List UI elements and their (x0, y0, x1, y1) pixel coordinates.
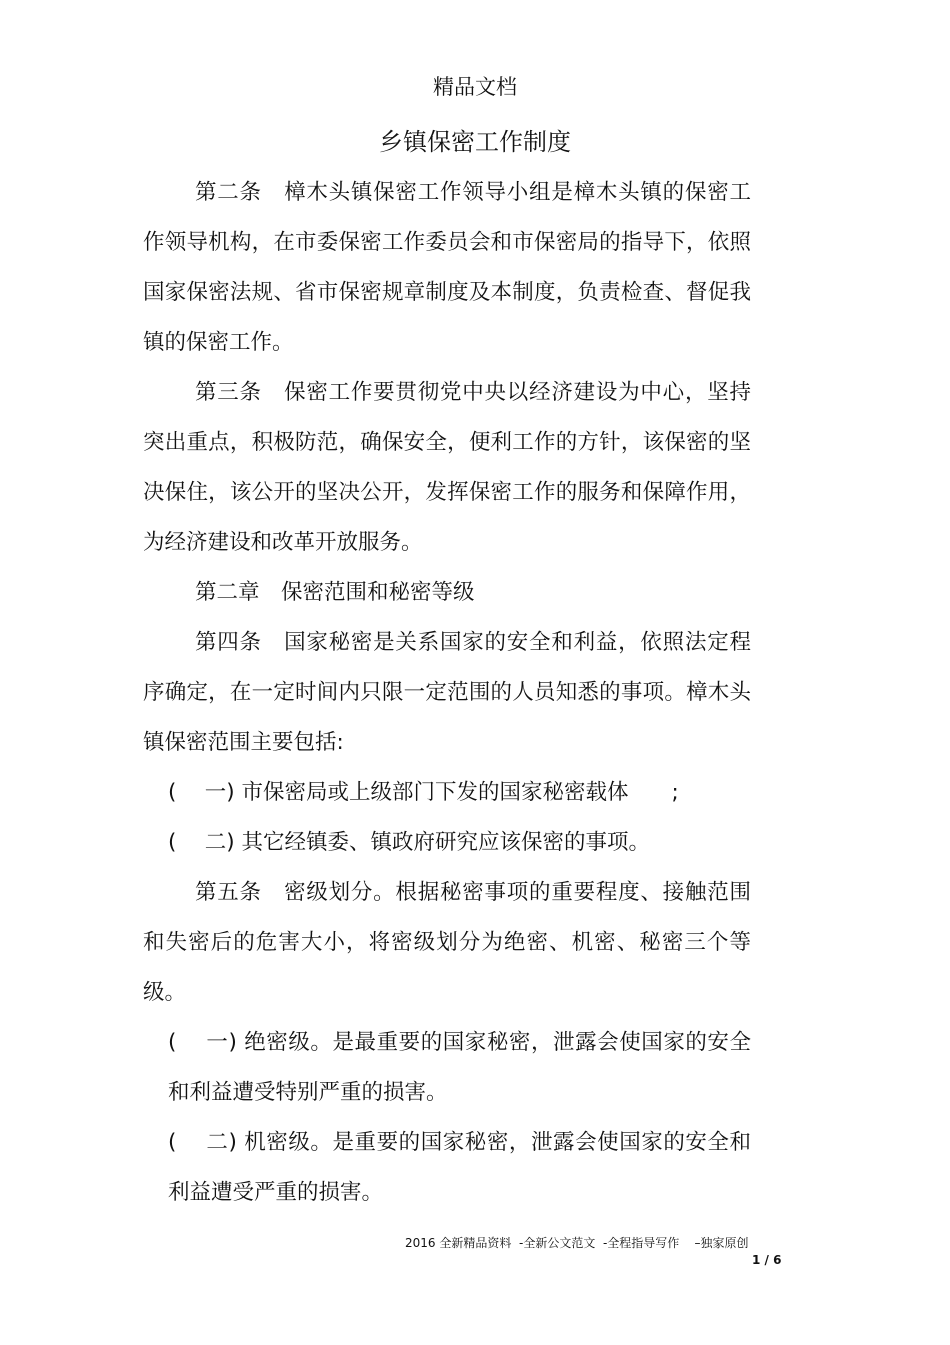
footer-text: 2016 全新精品资料 -全新公文范文 -全程指导写作 –独家原创 (405, 1236, 749, 1250)
article-3-paragraph: 第三条 保密工作要贯彻党中央以经济建设为中心，坚持突出重点，积极防范，确保安全，便利工作的方针，该保密的坚决保住，该公开的坚决公开，发挥保密工作的服务和保障作用，为经济建设和改革开放服务。 (143, 380, 751, 555)
document-header: 精品文档 (433, 75, 517, 99)
level-item-top-secret: ( 一) 绝密级。是最重要的国家秘密，泄露会使国家的安全和利益遭受特别严重的损害。 (168, 1030, 751, 1105)
article-2-paragraph: 第二条 樟木头镇保密工作领导小组是樟木头镇的保密工作领导机构，在市委保密工作委员会和市保密局的指导下，依照国家保密法规、省市保密规章制度及本制度，负责检查、督促我镇的保密工作。 (143, 180, 751, 355)
scope-item-2: ( 二) 其它经镇委、镇政府研究应该保密的事项。 (168, 830, 650, 855)
chapter-2-heading: 第二章 保密范围和秘密等级 (195, 580, 475, 605)
article-4-paragraph: 第四条 国家秘密是关系国家的安全和利益，依照法定程序确定，在一定时间内只限一定范围的人员知悉的事项。樟木头镇保密范围主要包括: (143, 630, 751, 755)
page-number: 1 / 6 (752, 1253, 782, 1267)
level-item-secret: ( 二) 机密级。是重要的国家秘密，泄露会使国家的安全和利益遭受严重的损害。 (168, 1130, 751, 1205)
article-5-paragraph: 第五条 密级划分。根据秘密事项的重要程度、接触范围和失密后的危害大小，将密级划分为绝密、机密、秘密三个等级。 (143, 880, 751, 1005)
document-body (143, 168, 751, 1218)
scope-item-1: ( 一) 市保密局或上级部门下发的国家秘密载体 ; (168, 780, 679, 805)
page-title: 乡镇保密工作制度 (379, 128, 571, 156)
